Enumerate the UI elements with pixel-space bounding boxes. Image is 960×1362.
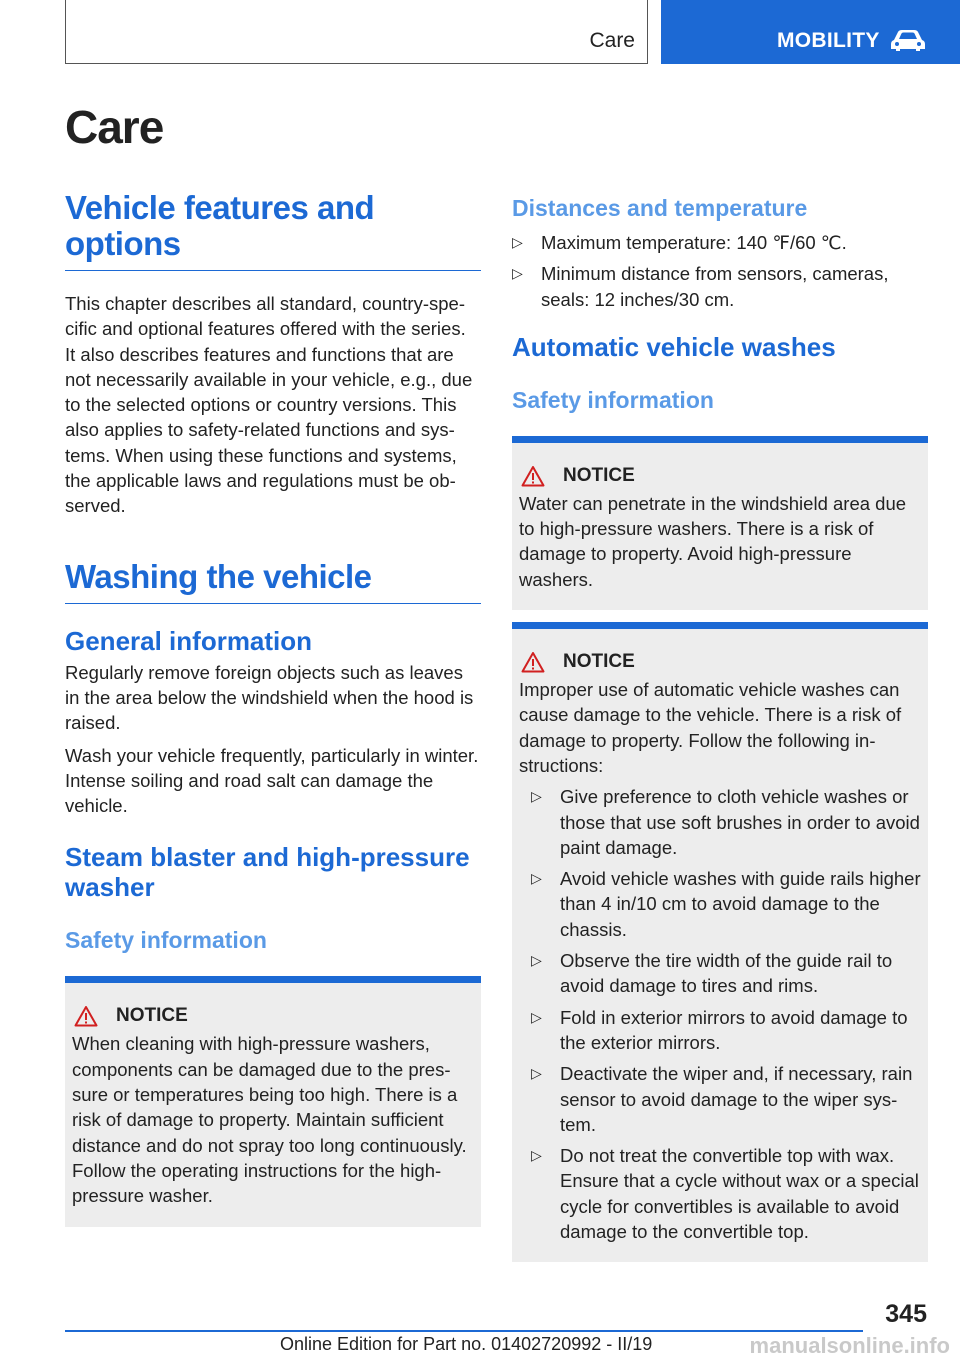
car-icon [889, 28, 927, 52]
notice-text: When cleaning with high-pressure washers, components can be damaged due to the pressure or temperatures being too high. There is a risk of damage to property. Maintain sufficient distance and do not spray too long continuously. Follow the operating instructions for the high-pressure washer. [72, 1033, 467, 1207]
list-item: ▷ Give preference to cloth vehicle washes or those that use soft brushes in order to avoid paint damage. [531, 786, 920, 858]
notice-label: NOTICE [116, 1005, 188, 1027]
notice-label: NOTICE [563, 651, 635, 673]
header-section-label: Care [589, 29, 635, 52]
heading-steam-blaster: Steam blaster and high-pressure washer [65, 842, 470, 903]
footer-edition-text: Online Edition for Part no. 01402720992 - II/19 [280, 1334, 653, 1354]
instructions-list [519, 784, 921, 1244]
list-item: ▷ Do not treat the convertible top with wax. Ensure that a cycle without wax or a special cycle for convertibles is available to avoid damage to the convertible top. [531, 1145, 919, 1243]
triangle-bullet-icon: ▷ [531, 788, 542, 805]
triangle-bullet-icon: ▷ [531, 1065, 542, 1082]
triangle-bullet-icon: ▷ [531, 1147, 542, 1164]
watermark-logo[interactable]: manualsonline.info [749, 1333, 950, 1358]
right-column [512, 190, 928, 1262]
list-item: ▷ Observe the tire width of the guide rail to avoid damage to tires and rims. [531, 950, 893, 997]
list-item: ▷ Fold in exterior mirrors to avoid damage to the exterior mirrors. [531, 1006, 908, 1053]
page-title: Care [65, 101, 164, 153]
notice-text: Water can penetrate in the windshield area due to high-pressure washers. There is a risk of damage to property. Avoid high-pressure washers. [519, 492, 907, 590]
notice-header [521, 651, 921, 673]
notice-label: NOTICE [563, 464, 635, 486]
warning-triangle-icon [521, 465, 545, 487]
triangle-bullet-icon: ▷ [531, 952, 542, 969]
general-info-paragraph-1: Regularly remove foreign objects such as leaves in the area below the windshield when the hood is raised. [65, 661, 474, 734]
heading-distances-temperature: Distances and temperature [512, 195, 808, 221]
list-item: ▷ Minimum distance from sensors, cameras, seals: 12 inches/30 cm. [512, 263, 889, 310]
notice-header [74, 1005, 474, 1027]
notice-box-windshield [512, 436, 928, 610]
page-number: 345 [885, 1300, 927, 1328]
warning-triangle-icon [521, 651, 545, 673]
triangle-bullet-icon: ▷ [512, 265, 523, 282]
list-item: ▷ Maximum temperature: 140 ℉/60 ℃. [512, 230, 928, 255]
list-item: ▷ Deactivate the wiper and, if necessary, rain sensor to avoid damage to the wiper system. [531, 1063, 913, 1135]
triangle-bullet-icon: ▷ [531, 1008, 542, 1025]
triangle-bullet-icon: ▷ [531, 870, 542, 887]
heading-vehicle-features: Vehicle features and options [65, 190, 481, 271]
heading-washing: Washing the vehicle [65, 559, 481, 604]
distances-list [512, 230, 928, 312]
footer-divider [65, 1330, 863, 1332]
notice-header [521, 465, 921, 487]
notice-box-automatic-washes [512, 622, 928, 1262]
triangle-bullet-icon: ▷ [512, 234, 523, 250]
heading-automatic-washes: Automatic vehicle washes [512, 331, 836, 362]
heading-general-information: General information [65, 625, 313, 656]
header-section-tab [65, 0, 648, 64]
heading-safety-information-left: Safety information [65, 927, 267, 954]
list-item: ▷ Avoid vehicle washes with guide rails higher than 4 in/10 cm to avoid damage to the chassis. [531, 868, 921, 940]
heading-safety-information-right: Safety information [512, 386, 714, 413]
general-info-paragraph-2: Wash your vehicle frequently, particularly in winter. Intense soiling and road salt can damage the vehicle. [65, 744, 479, 817]
notice-box-high-pressure [65, 976, 481, 1226]
warning-triangle-icon [74, 1005, 98, 1027]
left-column [65, 190, 481, 1227]
vehicle-features-text: This chapter describes all standard, country-specific and optional features offered with the series. It also describes features and functions that are not necessarily available in your vehicle, e.g., due to the selected options or country versions. This also applies to safety-related functions and systems. When using these functions and systems, the applicable laws and regulations must be observed. [65, 293, 473, 517]
notice-text: Improper use of automatic vehicle washes can cause damage to the vehicle. There is a risk of damage to property. Follow the following instructions: [519, 679, 902, 776]
header-chapter-tab[interactable] [661, 0, 960, 64]
header-chapter-label: MOBILITY [777, 29, 880, 52]
